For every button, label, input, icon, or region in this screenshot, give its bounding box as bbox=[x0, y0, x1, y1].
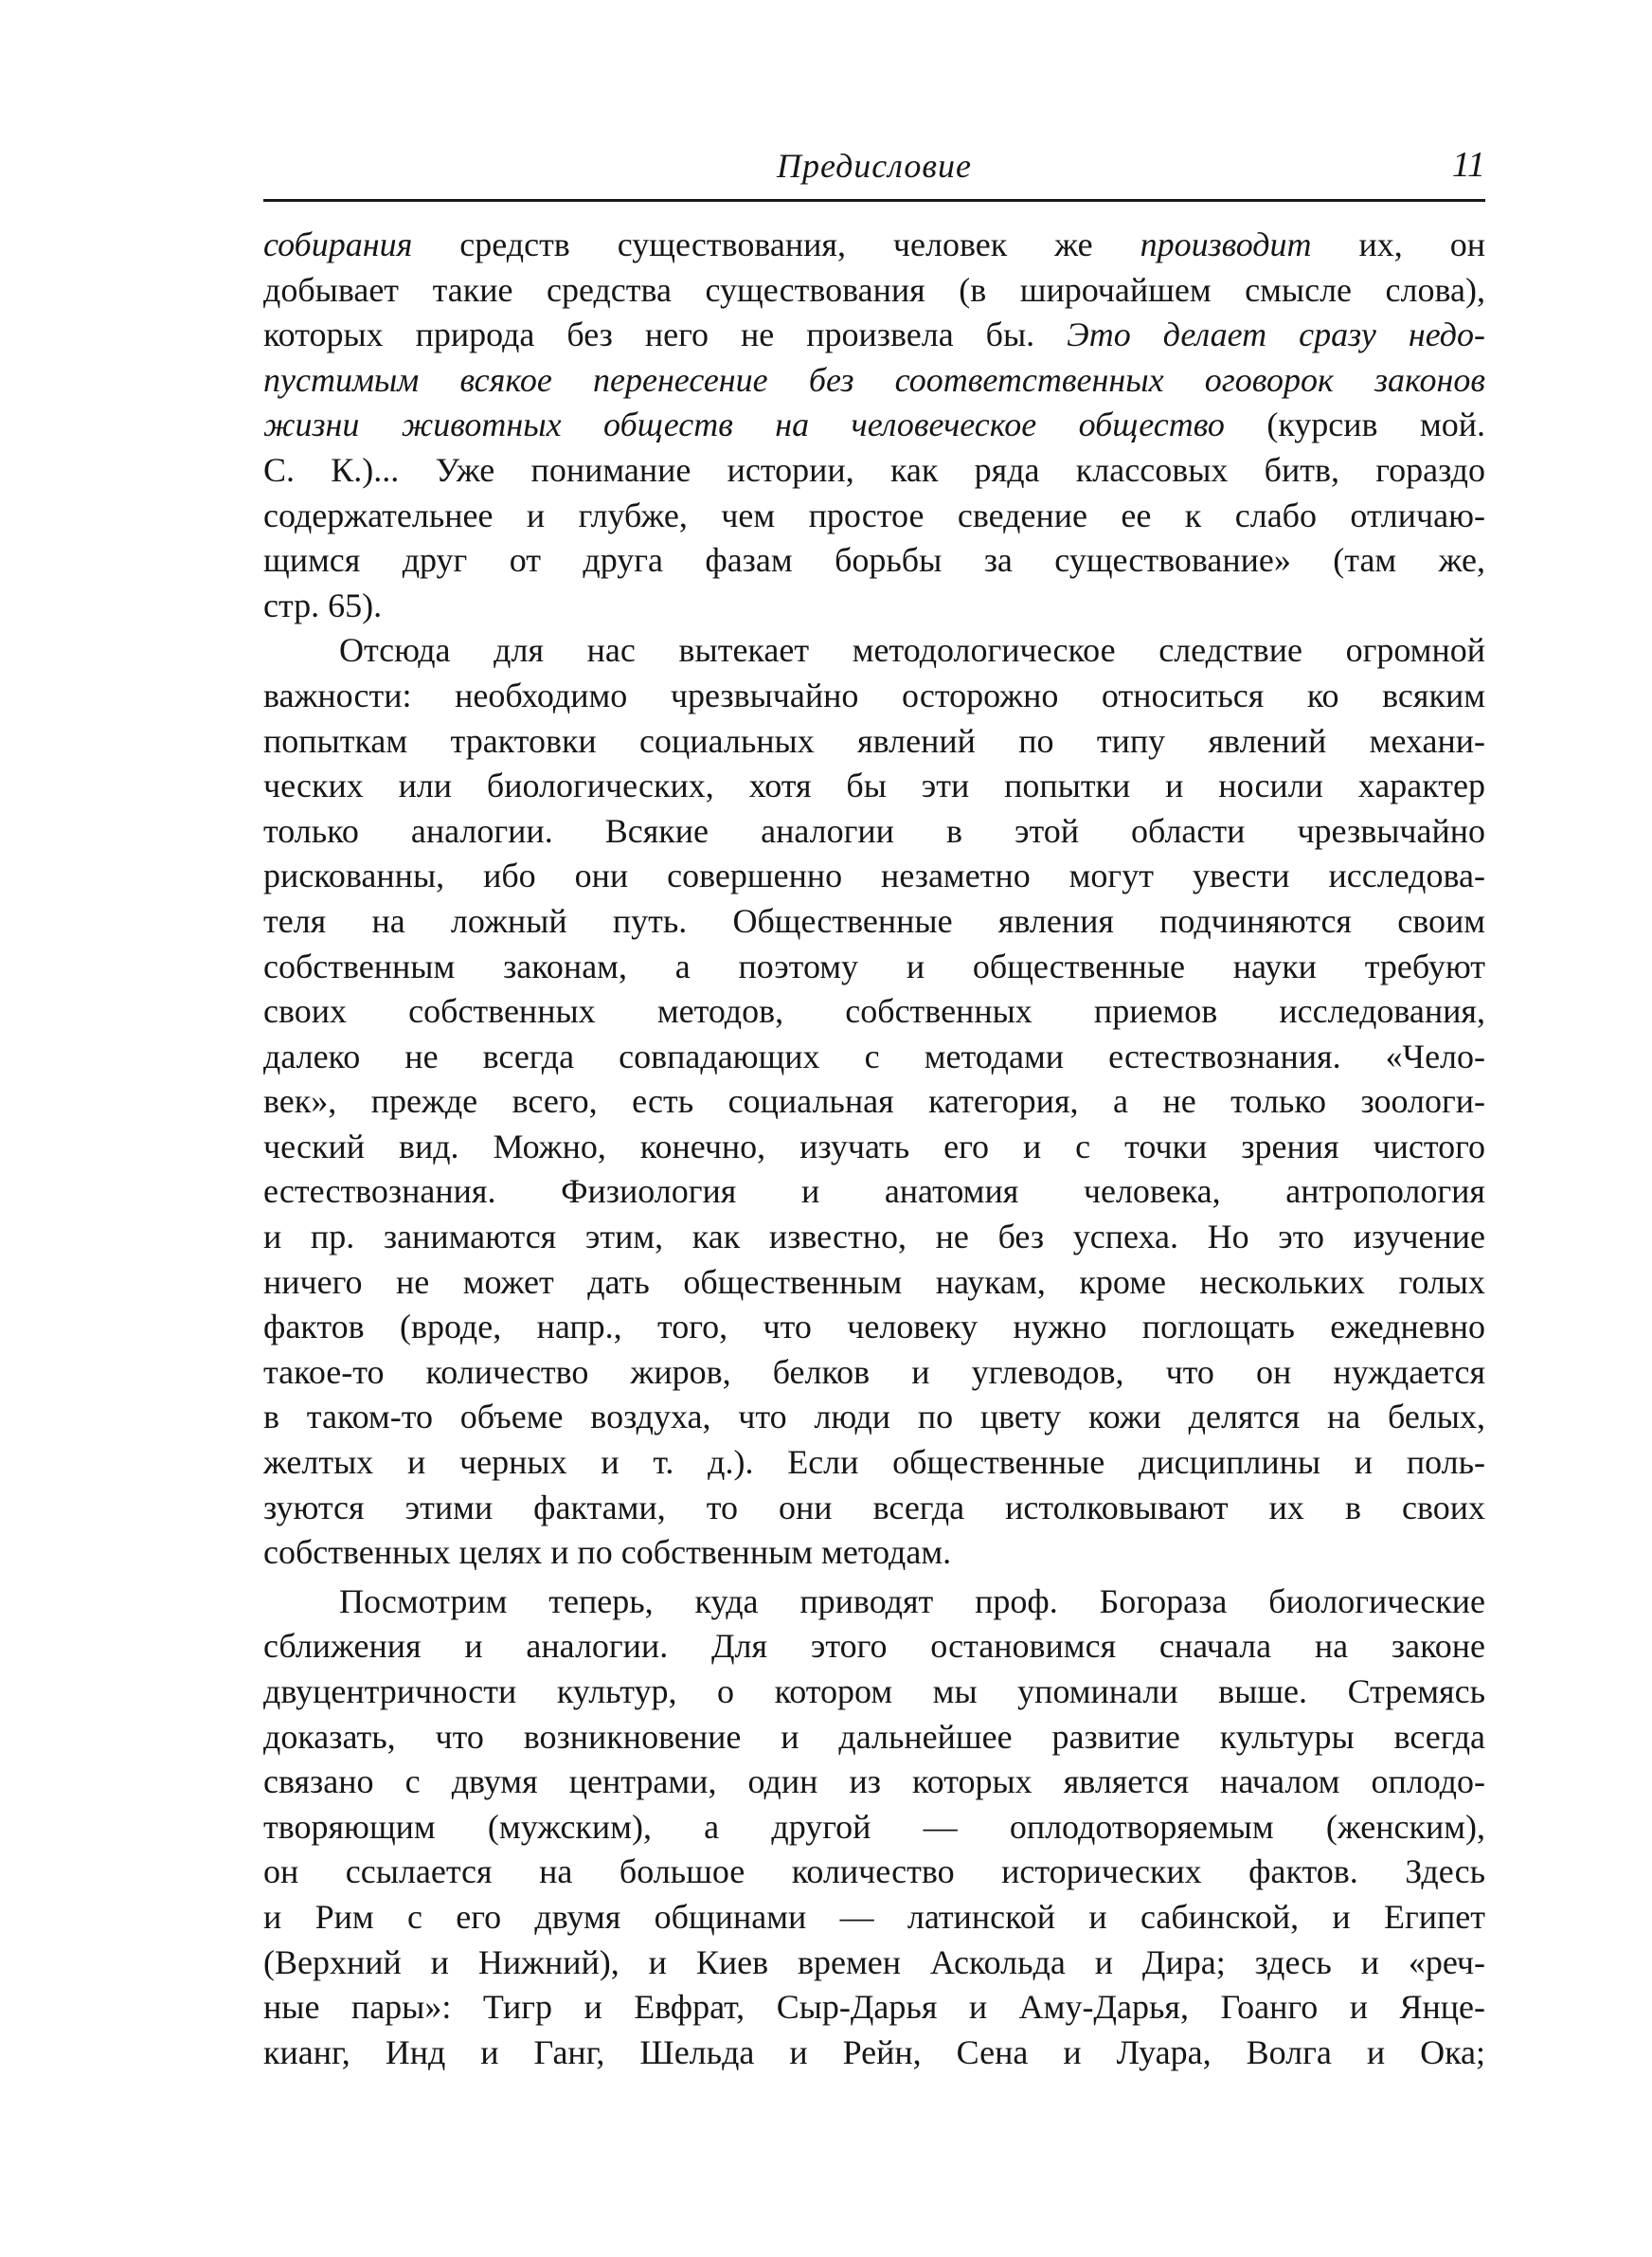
text-line bbox=[263, 989, 1485, 1035]
text-line bbox=[263, 358, 1485, 404]
text-line bbox=[263, 448, 1485, 494]
text-line bbox=[263, 1305, 1485, 1350]
text-line bbox=[263, 764, 1485, 809]
text-line bbox=[263, 945, 1485, 990]
text-run: желтых и черных и т. д.). Если общественные дисциплины и поль- bbox=[263, 1443, 1485, 1482]
text-line bbox=[263, 313, 1485, 358]
text-run: С. К.)... Уже понимание истории, как ряда классовых битв, гораздо bbox=[263, 450, 1485, 489]
text-line bbox=[263, 1035, 1485, 1080]
text-run: рискованны, ибо они совершенно незаметно могут увести исследова- bbox=[263, 857, 1485, 895]
running-head bbox=[263, 140, 1485, 197]
header-rule bbox=[263, 199, 1485, 202]
text-run: в таком-то объеме воздуха, что люди по цвету кожи делятся на белых, bbox=[263, 1398, 1485, 1436]
text-run: собственных целях и по собственным методам. bbox=[263, 1533, 952, 1572]
text-run: (Верхний и Нижний), и Киев времен Аскольда и Дира; здесь и «реч- bbox=[263, 1942, 1485, 1981]
text-run: собственным законам, а поэтому и общественные науки требуют bbox=[263, 947, 1485, 985]
text-run: и Рим с его двумя общинами — латинской и сабинской, и Египет bbox=[263, 1897, 1485, 1936]
text-line bbox=[263, 1850, 1485, 1895]
page-number: 11 bbox=[1451, 145, 1485, 185]
text-line bbox=[263, 1941, 1485, 1986]
text-run: Посмотрим теперь, куда приводят проф. Богораза биологические bbox=[339, 1581, 1485, 1620]
text-line bbox=[263, 584, 1485, 629]
text-run: их, он bbox=[1311, 226, 1485, 263]
text-run: творяющим (мужским), а другой — оплодотворяемым (женским), bbox=[263, 1807, 1485, 1846]
text-run: век», прежде всего, есть социальная категория, а не только зоологи- bbox=[263, 1082, 1485, 1121]
text-run: щимся друг от друга фазам борьбы за существование» (там же, bbox=[263, 541, 1485, 580]
text-run: сближения и аналогии. Для этого остановимся сначала на законе bbox=[263, 1627, 1485, 1666]
text-line bbox=[263, 854, 1485, 899]
text-run: далеко не всегда совпадающих с методами естествознания. «Чело- bbox=[263, 1037, 1485, 1075]
text-run: зуются этими фактами, то они всегда истолковывают их в своих bbox=[263, 1488, 1485, 1526]
text-run: попыткам трактовки социальных явлений по типу явлений механи- bbox=[263, 721, 1485, 760]
text-run: пустимым всякое перенесение без соответственных оговорок законов bbox=[263, 360, 1485, 399]
text-run: жизни животных обществ на человеческое общество bbox=[263, 406, 1225, 444]
text-line bbox=[263, 403, 1485, 448]
text-line bbox=[263, 1580, 1485, 1625]
text-run: двуцентричности культур, о котором мы упоминали выше. Стремясь bbox=[263, 1672, 1485, 1710]
body-text bbox=[263, 223, 1485, 2075]
text-line bbox=[263, 809, 1485, 855]
text-run: ческий вид. Можно, конечно, изучать его и с точки зрения чистого bbox=[263, 1127, 1485, 1165]
text-run: (курсив мой. bbox=[1224, 406, 1485, 444]
text-run: Это делает сразу недо- bbox=[1067, 316, 1485, 354]
text-line bbox=[263, 719, 1485, 765]
text-run: и пр. занимаются этим, как известно, не без успеха. Но это изучение bbox=[263, 1218, 1485, 1256]
text-run: ные пары»: Тигр и Евфрат, Сыр-Дарья и Аму-Дарья, Гоанго и Янце- bbox=[263, 1988, 1485, 2027]
text-run: содержательнее и глубже, чем простое сведение ее к слабо отличаю- bbox=[263, 496, 1485, 534]
text-line bbox=[263, 1215, 1485, 1260]
text-line bbox=[263, 1395, 1485, 1440]
text-run: такое-то количество жиров, белков и углеводов, что он нуждается bbox=[263, 1352, 1485, 1391]
text-run: ничего не может дать общественным наукам, кроме нескольких голых bbox=[263, 1262, 1485, 1301]
text-run: кианг, Инд и Ганг, Шельда и Рейн, Сена и Луара, Волга и Ока; bbox=[263, 2032, 1485, 2071]
text-line bbox=[263, 1805, 1485, 1851]
text-line bbox=[263, 628, 1485, 674]
text-line bbox=[263, 538, 1485, 584]
chapter-title: Предисловие bbox=[776, 147, 972, 185]
text-run: только аналогии. Всякие аналогии в этой области чрезвычайно bbox=[263, 811, 1485, 850]
text-line bbox=[263, 1624, 1485, 1670]
text-line bbox=[263, 674, 1485, 719]
text-line bbox=[263, 1440, 1485, 1486]
text-run: ческих или биологических, хотя бы эти попытки и носили характер bbox=[263, 767, 1485, 805]
text-run: он ссылается на большое количество исторических фактов. Здесь bbox=[263, 1852, 1485, 1891]
text-line bbox=[263, 1350, 1485, 1396]
text-run: теля на ложный путь. Общественные явления подчиняются своим bbox=[263, 901, 1485, 940]
text-line bbox=[263, 1895, 1485, 1941]
text-line bbox=[263, 1760, 1485, 1805]
text-line bbox=[263, 1486, 1485, 1531]
text-run: средств существования, человек же bbox=[412, 226, 1140, 263]
text-run: связано с двумя центрами, один из которых является началом оплодо- bbox=[263, 1762, 1485, 1801]
text-line bbox=[263, 1985, 1485, 2031]
text-line bbox=[263, 268, 1485, 314]
text-line bbox=[263, 899, 1485, 945]
text-line bbox=[263, 223, 1485, 268]
text-run: важности: необходимо чрезвычайно осторожно относиться ко всяким bbox=[263, 676, 1485, 714]
text-run: естествознания. Физиология и анатомия человека, антропология bbox=[263, 1172, 1485, 1211]
text-run: добывает такие средства существования (в широчайшем смысле слова), bbox=[263, 270, 1485, 309]
text-line bbox=[263, 1670, 1485, 1715]
text-run: производит bbox=[1140, 226, 1312, 263]
text-line bbox=[263, 1125, 1485, 1170]
text-run: фактов (вроде, напр., того, что человеку нужно поглощать ежедневно bbox=[263, 1308, 1485, 1346]
text-run: стр. 65). bbox=[263, 586, 383, 624]
text-line bbox=[263, 494, 1485, 539]
text-line bbox=[263, 1079, 1485, 1125]
text-run: Отсюда для нас вытекает методологическое следствие огромной bbox=[339, 631, 1485, 670]
text-run: которых природа без него не произвела бы. bbox=[263, 316, 1068, 354]
text-line bbox=[263, 1715, 1485, 1760]
text-line bbox=[263, 2031, 1485, 2076]
text-run: доказать, что возникновение и дальнейшее развитие культуры всегда bbox=[263, 1717, 1485, 1756]
text-line bbox=[263, 1260, 1485, 1306]
text-line bbox=[263, 1530, 1485, 1576]
text-run: своих собственных методов, собственных приемов исследования, bbox=[263, 992, 1485, 1031]
text-line bbox=[263, 1169, 1485, 1215]
text-run: собирания bbox=[263, 226, 413, 263]
